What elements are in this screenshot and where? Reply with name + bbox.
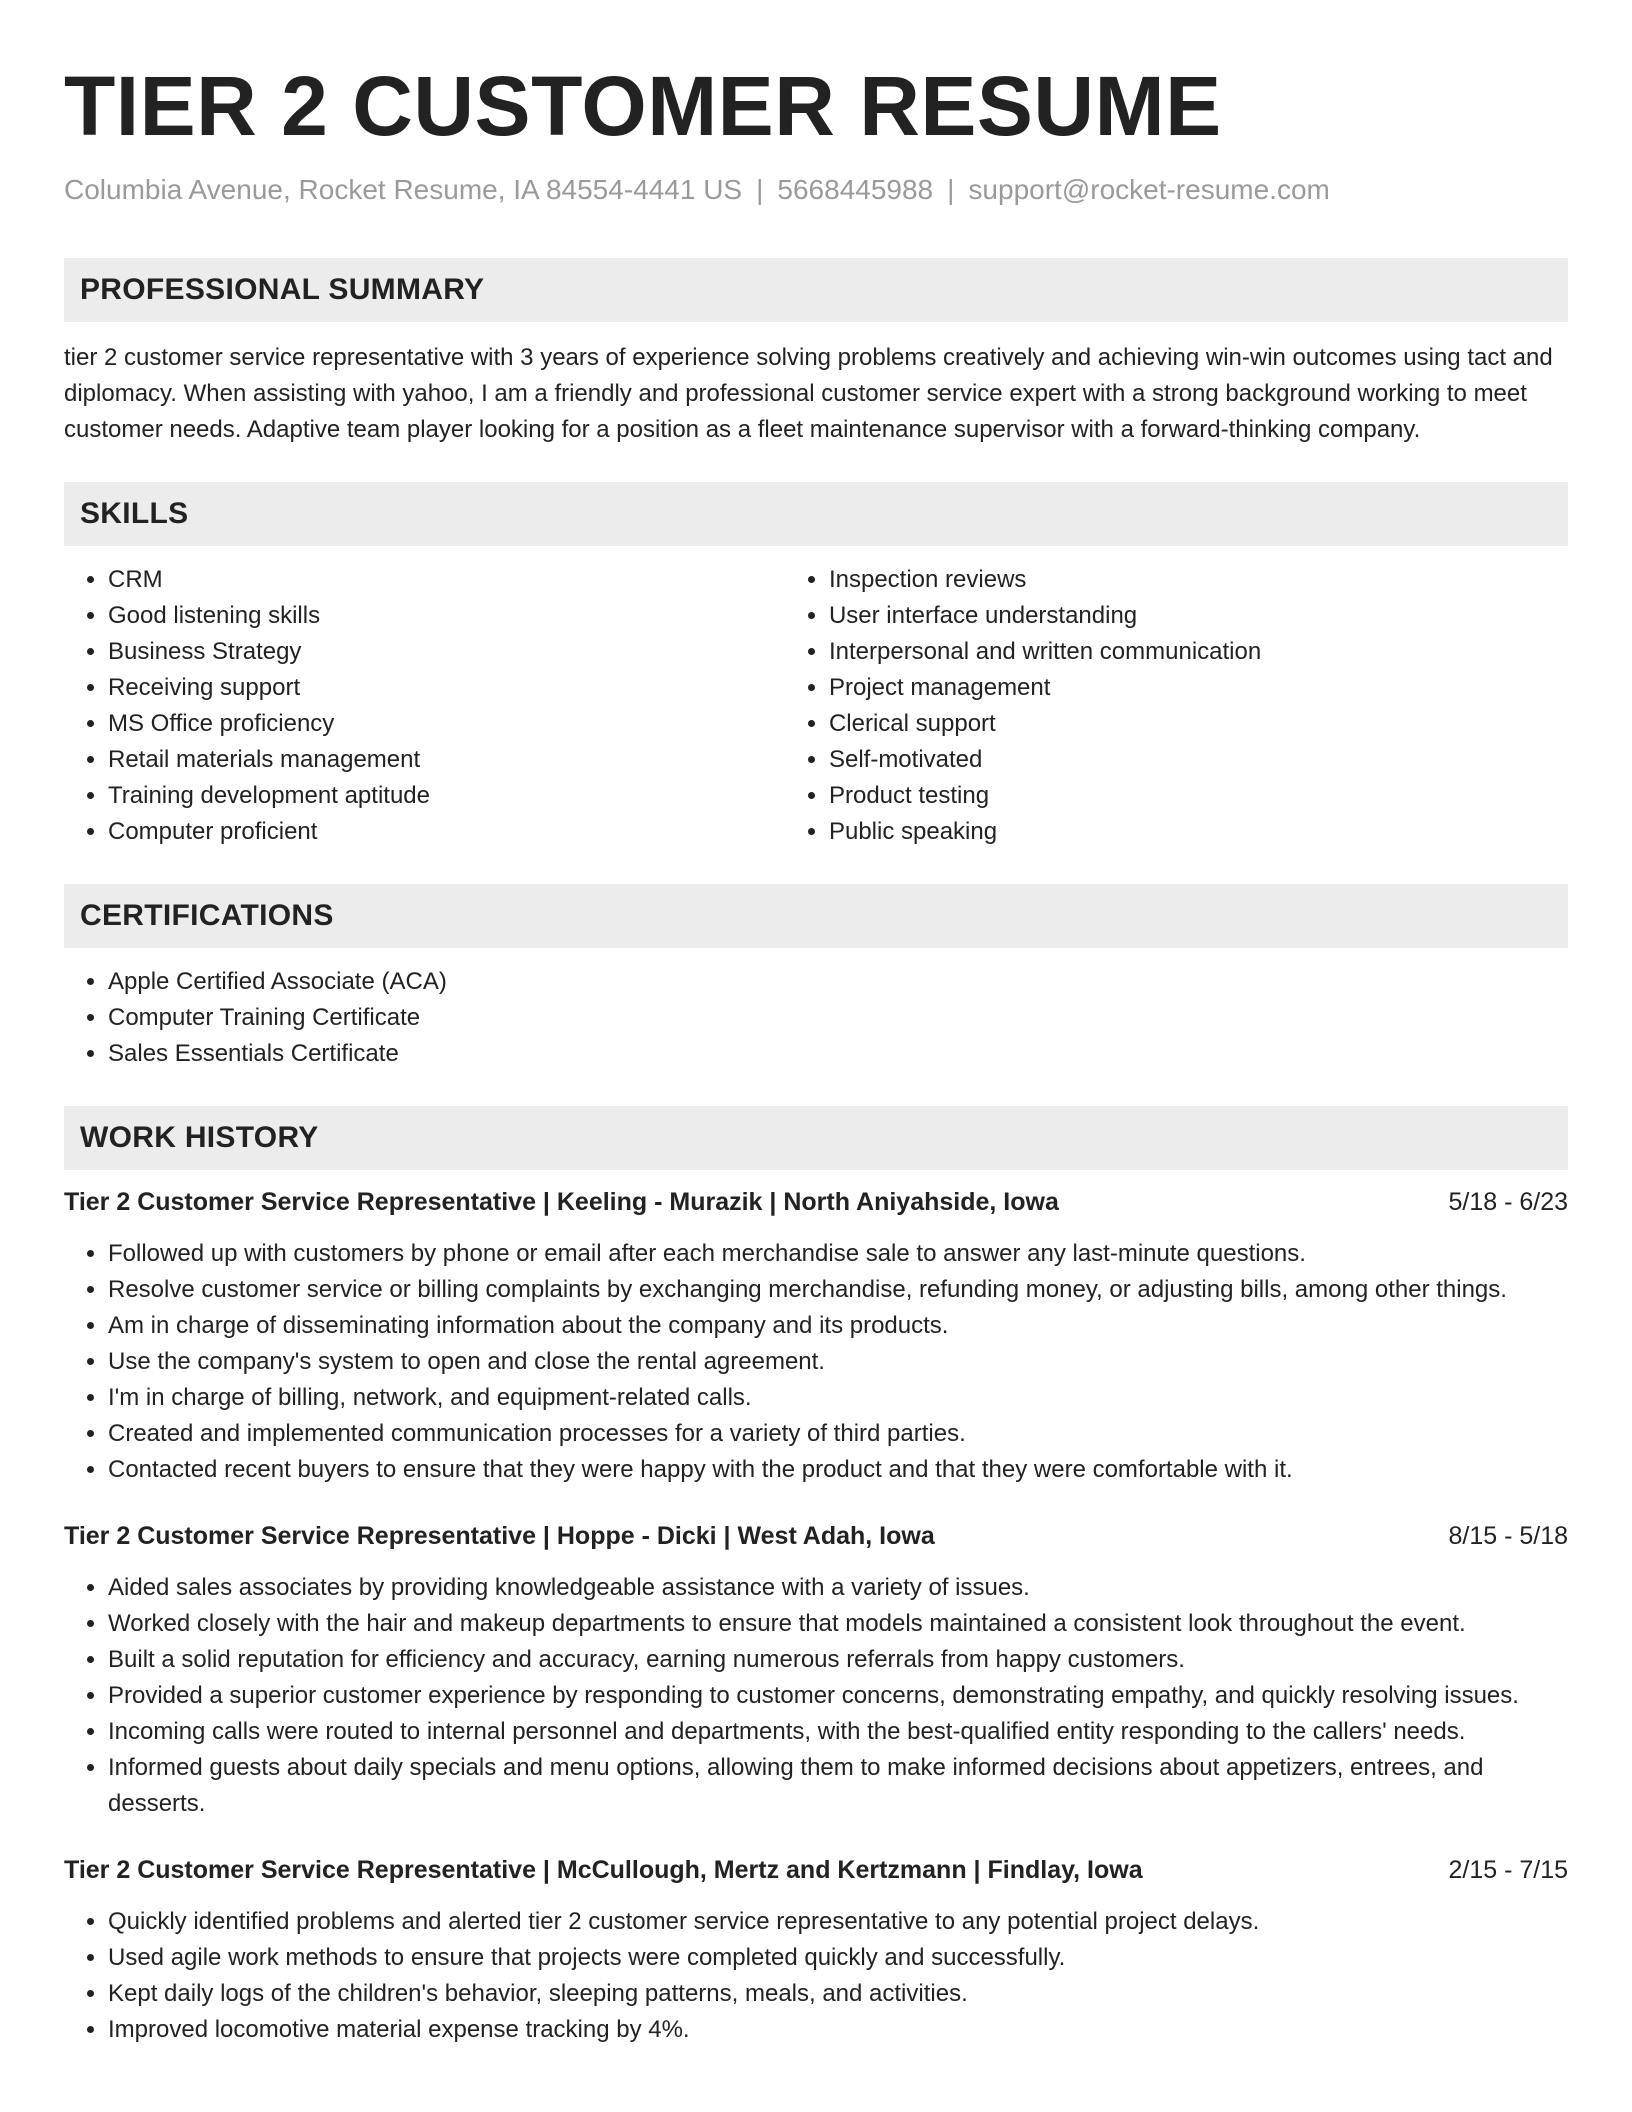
skills-heading: SKILLS <box>80 497 189 530</box>
job-bullet: • Contacted recent buyers to ensure that they were happy with the product and that they were comfortable with it. <box>108 1452 1568 1488</box>
summary-section-header <box>64 258 1568 322</box>
job-bullet: • Improved locomotive material expense tracking by 4%. <box>108 2012 1568 2048</box>
skill-item: • Clerical support <box>829 706 1568 742</box>
certifications-section-header <box>64 884 1568 948</box>
skill-item: • Computer proficient <box>108 814 785 850</box>
job-bullet: • Kept daily logs of the children's behavior, sleeping patterns, meals, and activities. <box>108 1976 1568 2012</box>
job-header <box>64 1518 1568 1554</box>
summary-text: tier 2 customer service representative with 3 years of experience solving problems creatively and achieving win-win outcomes using tact and diplomacy. When assisting with yahoo, I am a friendly and professional customer service expert with a strong background working to meet customer needs. Adaptive team player looking for a position as a fleet maintenance supervisor with a forward-thinking company. <box>64 344 1553 443</box>
resume-page <box>64 0 1568 2048</box>
work-history-heading: WORK HISTORY <box>80 1121 319 1154</box>
certifications-list <box>64 964 1568 1072</box>
job-header <box>64 1184 1568 1220</box>
skill-item: • Project management <box>829 670 1568 706</box>
summary-heading: PROFESSIONAL SUMMARY <box>80 273 485 306</box>
skill-item: • MS Office proficiency <box>108 706 785 742</box>
contact-address: Columbia Avenue, Rocket Resume, IA 84554-4441 US <box>64 174 743 205</box>
skill-item: • Product testing <box>829 778 1568 814</box>
skill-item: • Receiving support <box>108 670 785 706</box>
job-entry <box>64 1852 1568 2048</box>
skills-list-right <box>785 562 1568 850</box>
job-bullet: • Am in charge of disseminating information about the company and its products. <box>108 1308 1568 1344</box>
job-bullet: • Provided a superior customer experience by responding to customer concerns, demonstrating empathy, and quickly resolving issues. <box>108 1678 1568 1714</box>
job-dates: 8/15 - 5/18 <box>1448 1522 1568 1550</box>
skill-item: • Inspection reviews <box>829 562 1568 598</box>
job-bullet: • Created and implemented communication processes for a variety of third parties. <box>108 1416 1568 1452</box>
job-bullet: • Used agile work methods to ensure that projects were completed quickly and successfully. <box>108 1940 1568 1976</box>
contact-phone: 5668445988 <box>777 174 934 205</box>
job-title: Tier 2 Customer Service Representative | Keeling - Murazik | North Aniyahside, Iowa <box>64 1188 1059 1216</box>
job-bullet: • Followed up with customers by phone or email after each merchandise sale to answer any last-minute questions. <box>108 1236 1568 1272</box>
skill-item: • Interpersonal and written communication <box>829 634 1568 670</box>
contact-separator: | <box>947 174 955 205</box>
job-bullet: • Aided sales associates by providing knowledgeable assistance with a variety of issues. <box>108 1570 1568 1606</box>
contact-email: support@rocket-resume.com <box>968 174 1330 205</box>
skills-list-left <box>64 562 785 850</box>
contact-line <box>64 172 1568 208</box>
job-bullet: • Quickly identified problems and alerted tier 2 customer service representative to any potential project delays. <box>108 1904 1568 1940</box>
job-title: Tier 2 Customer Service Representative | Hoppe - Dicki | West Adah, Iowa <box>64 1522 935 1550</box>
job-bullet: • Incoming calls were routed to internal personnel and departments, with the best-qualified entity responding to the callers' needs. <box>108 1714 1568 1750</box>
job-bullet: • Resolve customer service or billing complaints by exchanging merchandise, refunding money, or adjusting bills, among other things. <box>108 1272 1568 1308</box>
job-header <box>64 1852 1568 1888</box>
certification-item: • Apple Certified Associate (ACA) <box>108 964 1568 1000</box>
certifications-heading: CERTIFICATIONS <box>80 899 334 932</box>
job-entry <box>64 1184 1568 1488</box>
skill-item: • User interface understanding <box>829 598 1568 634</box>
work-history-section-header <box>64 1106 1568 1170</box>
skill-item: • Public speaking <box>829 814 1568 850</box>
job-bullet: • Use the company's system to open and close the rental agreement. <box>108 1344 1568 1380</box>
job-title: Tier 2 Customer Service Representative | McCullough, Mertz and Kertzmann | Findlay, Iowa <box>64 1856 1143 1884</box>
skill-item: • Self-motivated <box>829 742 1568 778</box>
job-bullets <box>64 1904 1568 2048</box>
job-dates: 5/18 - 6/23 <box>1448 1188 1568 1216</box>
skill-item: • Training development aptitude <box>108 778 785 814</box>
certification-item: • Computer Training Certificate <box>108 1000 1568 1036</box>
skills-section-header <box>64 482 1568 546</box>
job-dates: 2/15 - 7/15 <box>1448 1856 1568 1884</box>
certification-item: • Sales Essentials Certificate <box>108 1036 1568 1072</box>
skill-item: • CRM <box>108 562 785 598</box>
job-bullets <box>64 1570 1568 1822</box>
job-bullet: • Built a solid reputation for efficiency and accuracy, earning numerous referrals from happy customers. <box>108 1642 1568 1678</box>
job-entry <box>64 1518 1568 1822</box>
skill-item: • Business Strategy <box>108 634 785 670</box>
job-bullet: • I'm in charge of billing, network, and equipment-related calls. <box>108 1380 1568 1416</box>
job-bullet: • Informed guests about daily specials and menu options, allowing them to make informed decisions about appetizers, entrees, and desserts. <box>108 1750 1568 1822</box>
contact-separator: | <box>756 174 764 205</box>
skills-grid <box>64 562 1568 850</box>
job-bullet: • Worked closely with the hair and makeup departments to ensure that models maintained a consistent look throughout the event. <box>108 1606 1568 1642</box>
job-bullets <box>64 1236 1568 1488</box>
skill-item: • Good listening skills <box>108 598 785 634</box>
resume-title: TIER 2 CUSTOMER RESUME <box>64 59 1222 153</box>
skill-item: • Retail materials management <box>108 742 785 778</box>
